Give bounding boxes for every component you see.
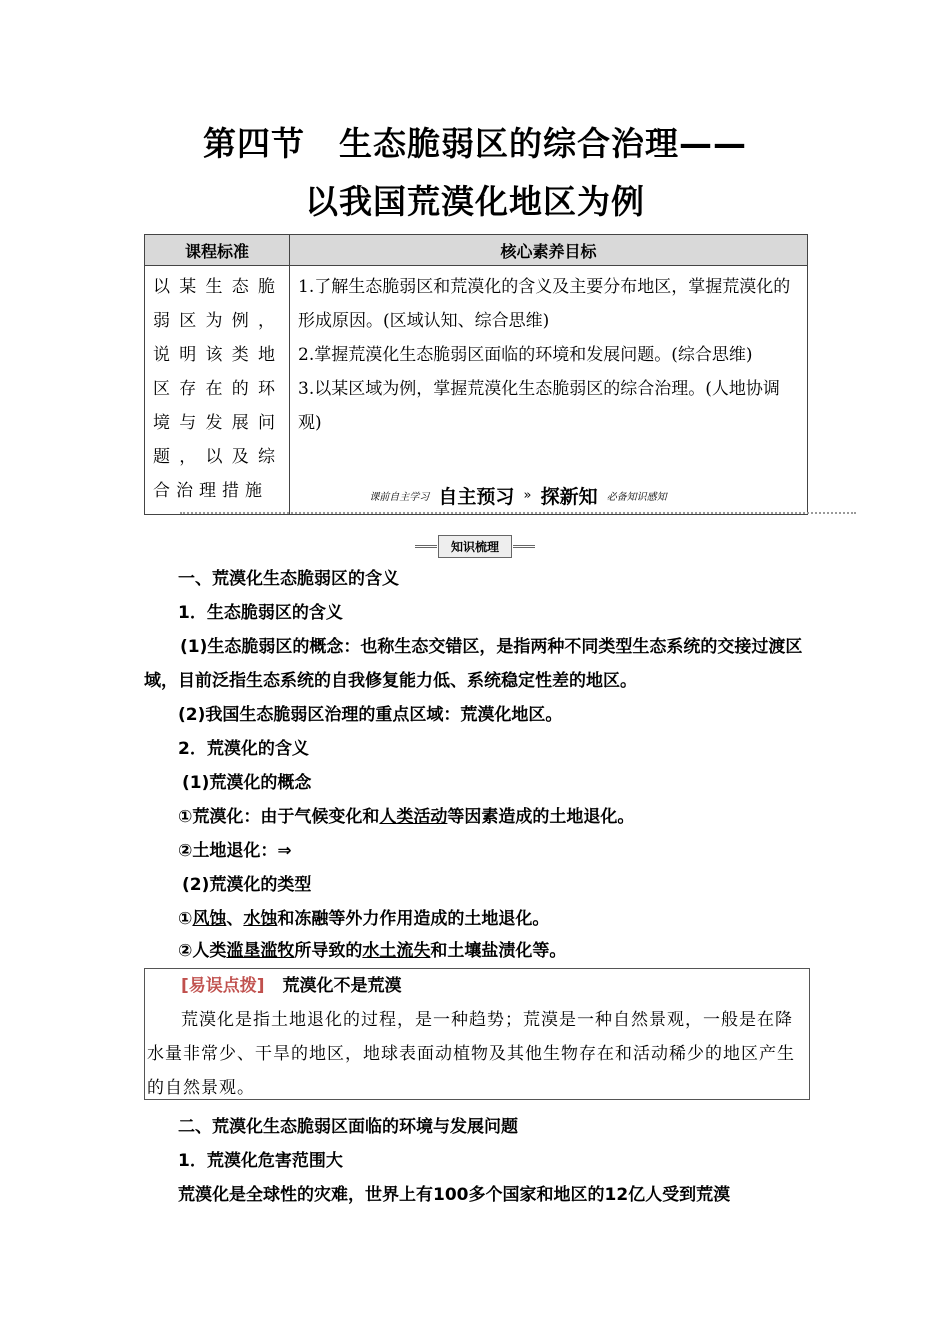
goal-item: 1.了解生态脆弱区和荒漠化的含义及主要分布地区，掌握荒漠化的形成原因。(区域认知、综合思维) (298, 277, 791, 331)
page-title-line2: 以我国荒漠化地区为例 (305, 182, 645, 221)
paragraph: (2)荒漠化的类型 (182, 875, 312, 895)
course-standard-cell: 以某生态脆弱区为例，说明该类地区存在的环境与发展问题，以及综合治理措施 (145, 266, 290, 515)
fill-blank-answer: 水蚀 (243, 909, 278, 929)
heading-1-1: 1．生态脆弱区的含义 (178, 603, 343, 623)
tip-box (144, 968, 810, 1100)
banner-left-label: 课前自主学习 (369, 492, 430, 503)
paragraph: (2)我国生态脆弱区治理的重点区域：荒漠化地区。 (178, 705, 563, 725)
heading-1-2: 2．荒漠化的含义 (178, 739, 309, 759)
paragraph: ②人类滥垦滥牧所导致的水土流失和土壤盐渍化等。 (178, 941, 567, 961)
paragraph: ①风蚀、水蚀和冻融等外力作用造成的土地退化。 (178, 909, 550, 929)
tip-body: 荒漠化是指土地退化的过程，是一种趋势；荒漠是一种自然景观，一般是在降水量非常少、干旱的地区，地球表面动植物及其他生物存在和活动稀少的地区产生的自然景观。 (147, 1010, 795, 1098)
chevron-right-icon: » (523, 488, 532, 503)
heading-2-1: 1．荒漠化危害范围大 (178, 1151, 343, 1171)
paragraph: (1)荒漠化的概念 (182, 773, 312, 793)
tip-label: [易误点拨] (181, 976, 265, 996)
banner-title-1: 自主预习 (438, 486, 515, 508)
banner-right-label: 必备知识感知 (606, 492, 667, 503)
tip-heading: 荒漠化不是荒漠 (282, 976, 402, 996)
section-banner (180, 482, 856, 514)
heading-1: 一、荒漠化生态脆弱区的含义 (178, 569, 399, 589)
heading-2: 二、荒漠化生态脆弱区面临的环境与发展问题 (178, 1117, 518, 1137)
paragraph: ②土地退化：⇒ (178, 841, 292, 861)
paragraph: ①荒漠化：由于气候变化和人类活动等因素造成的土地退化。 (178, 807, 635, 827)
core-goals-cell (290, 266, 808, 515)
fill-blank-answer: 水土流失 (362, 941, 431, 961)
paragraph: (1)生态脆弱区的概念：也称生态交错区，是指两种不同类型生态系统的交接过渡区域，目前泛指生态系统的自我修复能力低、系统稳定性差的地区。 (144, 637, 803, 691)
banner-title-2: 探新知 (540, 486, 598, 508)
section-tag: 知识梳理 (438, 535, 512, 558)
header-core-goals: 核心素养目标 (290, 235, 808, 266)
standards-table (144, 234, 808, 515)
goal-item: 3.以某区域为例，掌握荒漠化生态脆弱区的综合治理。(人地协调观) (298, 379, 780, 433)
fill-blank-answer: 人类活动 (379, 807, 448, 827)
goal-item: 2.掌握荒漠化生态脆弱区面临的环境和发展问题。(综合思维) (298, 345, 753, 365)
page-title-line1: 第四节 生态脆弱区的综合治理—— (203, 124, 747, 163)
fill-blank-answer: 滥垦滥牧 (226, 941, 295, 961)
paragraph: 荒漠化是全球性的灾难，世界上有100多个国家和地区的12亿人受到荒漠 (178, 1185, 731, 1205)
fill-blank-answer: 风蚀 (192, 909, 227, 929)
header-course-standard: 课程标准 (145, 235, 290, 266)
